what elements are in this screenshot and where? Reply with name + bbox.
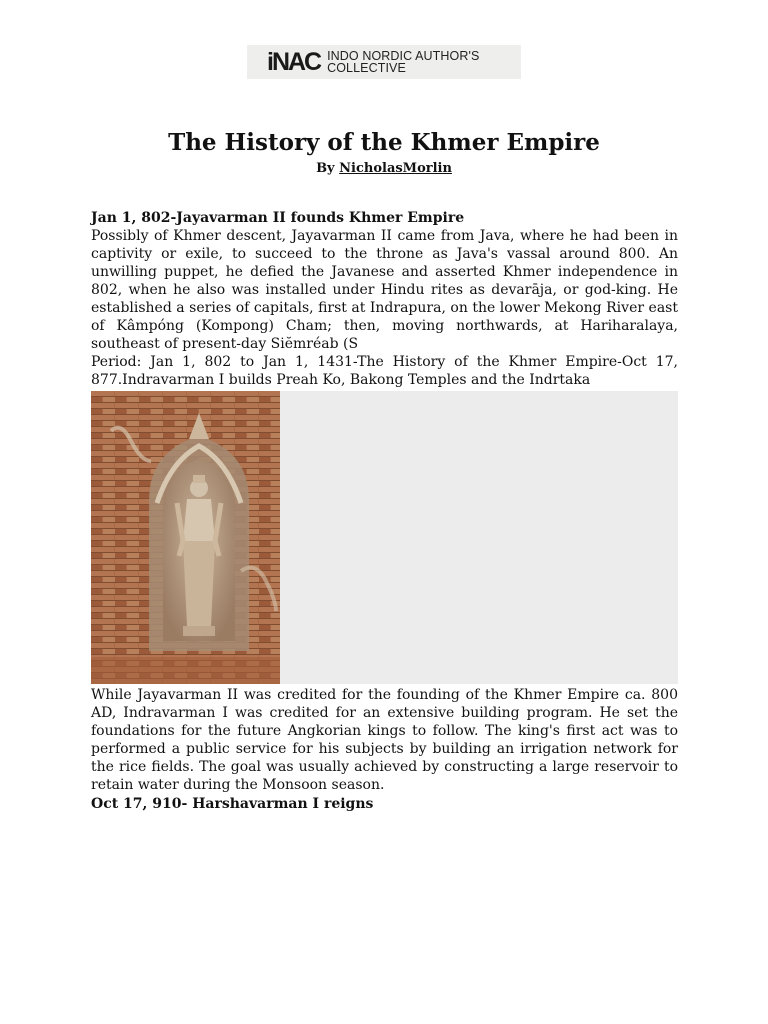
byline-prefix: By [316, 161, 340, 176]
temple-relief-image [91, 391, 280, 684]
byline [0, 160, 768, 178]
paragraph-period: Period: Jan 1, 802 to Jan 1, 1431-The History of the Khmer Empire-Oct 17, 877.Indravarman I builds Preah Ko, Bakong Temples and the Indrtaka [91, 354, 678, 388]
author-link[interactable]: NicholasMorlin [339, 161, 452, 176]
logo-text: INDO NORDIC AUTHOR'S COLLECTIVE [327, 48, 480, 75]
temple-relief-photo [91, 391, 280, 684]
paragraph-indravarman: While Jayavarman II was credited for the founding of the Khmer Empire ca. 800 AD, Indravarman I was credited for an extensive building program. He set the foundations for the future Angkorian kings to follow. The king's first act was to performed a public service for his subjects by building an irrigation network for the rice fields. The goal was usually achieved by constructing a large reservoir to retain water during the Monsoon season. [91, 687, 678, 793]
heading-910: Oct 17, 910- Harshavarman I reigns [91, 796, 374, 812]
image-frame [91, 391, 678, 684]
publisher-logo [247, 45, 521, 79]
paragraph-jayavarman: Possibly of Khmer descent, Jayavarman II came from Java, where he had been in captivity or exile, to succeed to the throne as Java's vassal around 800. An unwilling puppet, he defied the Javanese and asserted Khmer independence in 802, when he also was installed under Hindu rites as devarāja, or god-king. He established a series of capitals, first at Indrapura, on the lower Mekong River east of Kâmpóng (Kompong) Cham; then, moving northwards, at Hariharalaya, southeast of present-day Siĕmréab (S [91, 228, 678, 352]
document-title: The History of the Khmer Empire [168, 129, 600, 156]
logo-mark: iNAC [267, 47, 321, 76]
heading-802: Jan 1, 802-Jayavarman II founds Khmer Empire [91, 210, 465, 226]
